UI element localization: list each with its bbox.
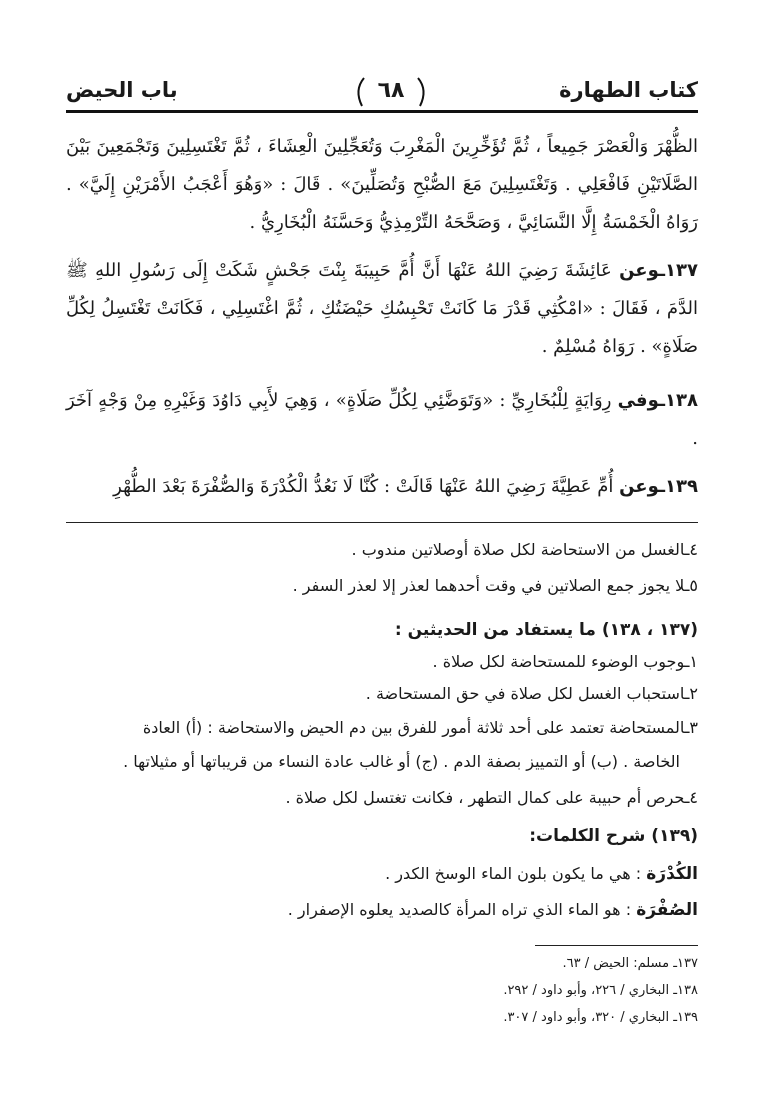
benefits-heading: [66, 620, 698, 640]
hadith-number: ١٣٩ـ: [658, 476, 698, 497]
footnote-rule: [535, 945, 698, 946]
word-def: : هو الماء الذي تراه المرأة كالصديد يعلوه الإصفرار .: [287, 900, 632, 919]
word-definition: [66, 864, 698, 884]
benefits-heading-numbers: (١٣٧ ، ١٣٨): [601, 620, 698, 640]
benefit-item: ٣ـالمستحاضة تعتمد على أحد ثلاثة أمور للفرق بين دم الحيض والاستحاضة : (أ) العادة: [142, 718, 698, 737]
word-def: : هي ما يكون بلون الماء الوسخ الكدر .: [385, 864, 642, 883]
words-heading: [66, 826, 698, 846]
footnote: ١٣٨ـ البخاري / ٢٢٦، وأبو داود / ٢٩٢.: [503, 983, 698, 998]
words-heading-title: شرح الكلمات:: [529, 826, 646, 846]
benefit-item: ٤ـحرص أم حبيبة على كمال التطهر ، فكانت تغتسل لكل صلاة .: [285, 788, 698, 807]
page-number-text: ٦٨: [377, 78, 405, 103]
page-header: [66, 72, 698, 112]
hadith-text: عَائِشَةَ رَضِيَ اللهُ عَنْهَا أَنَّ أُمَّ حَبِيبَةَ بِنْتَ جَحْشٍ شَكَتْ إِلَى رَسُولِ اللهِ ﷺ الدَّمَ ، فَقَالَ : «امْكُثِي قَدْرَ مَا كَانَتْ تَحْبِسُكِ حَيْضَتُكِ ، ثُمَّ اغْتَسِلِي ، فَكَانَتْ تَغْتَسِلُ لِكُلِّ صَلَاةٍ» . رَوَاهُ مُسْلِمٌ .: [66, 260, 698, 357]
hadith-138: [66, 382, 698, 458]
word-term: الكُدْرَة: [646, 864, 698, 884]
page-number: [352, 74, 430, 108]
hadith-lead: وعن: [619, 476, 659, 497]
note-item: ٤ـالغسل من الاستحاضة لكل صلاة أوصلاتين مندوب .: [351, 540, 698, 559]
word-term: الصُفْرَة: [636, 900, 698, 920]
chapter-title: باب الحيض: [66, 78, 178, 102]
word-definition: [66, 900, 698, 920]
benefits-heading-title: ما يستفاد من الحديثين :: [394, 620, 596, 640]
hadith-continuation: [66, 128, 698, 242]
book-title: كتاب الطهارة: [559, 78, 698, 102]
header-rule: [66, 110, 698, 113]
hadith-text: رِوَايَةٍ لِلْبُخَارِيِّ : «وَتَوَضَّئِي لِكُلِّ صَلَاةٍ» ، وَهِيَ لأَبِي دَاوُدَ وَغَيْرِهِ مِنْ وَجْهٍ آخَرَ .: [66, 390, 698, 449]
footnote: ١٣٧ـ مسلم: الحيض / ٦٣.: [562, 956, 698, 971]
hadith-text: أُمِّ عَطِيَّةَ رَضِيَ اللهُ عَنْهَا قَالَتْ : كُنَّا لَا نَعُدُّ الْكُدْرَةَ وَالصُّفْرَةَ بَعْدَ الطُّهْرِ: [113, 476, 620, 497]
hadith-137: [66, 252, 698, 366]
hadith-lead: وعن: [619, 260, 659, 281]
hadith-139: [66, 468, 698, 506]
hadith-number: ١٣٨ـ: [658, 390, 698, 411]
hadith-number: ١٣٧ـ: [658, 260, 698, 281]
section-divider: [66, 522, 698, 523]
words-heading-numbers: (١٣٩): [651, 826, 698, 846]
hadith-lead: وفي: [617, 390, 659, 411]
hadith-text: الظُّهْرَ وَالْعَصْرَ جَمِيعاً ، ثُمَّ تُؤَخِّرِينَ الْمَغْرِبَ وَتُعَجِّلِينَ الْعِشَاءَ ، ثُمَّ تَغْتَسِلِينَ وَتَجْمَعِينَ بَيْنَ الصَّلَاتَيْنِ فَافْعَلِي . وَتَغْتَسِلِينَ مَعَ الصُّبْحِ وَتُصَلِّينَ» . قَالَ : «وَهُوَ أَعْجَبُ الأَمْرَيْنِ إِلَيَّ» . رَوَاهُ الْخَمْسَةُ إِلَّا النَّسَائِيَّ ، وَصَحَّحَهُ التِّرْمِذِيُّ وَحَسَّنَهُ الْبُخَارِيُّ .: [66, 136, 698, 233]
benefit-item-continuation: الخاصة . (ب) أو التمييز بصفة الدم . (ج) أو غالب عادة النساء من قريباتها أو مثيلاتها .: [123, 752, 680, 771]
benefit-item: ٢ـاستحباب الغسل لكل صلاة في حق المستحاضة .: [365, 684, 698, 703]
benefit-item: ١ـوجوب الوضوء للمستحاضة لكل صلاة .: [432, 652, 698, 671]
footnote: ١٣٩ـ البخاري / ٣٢٠، وأبو داود / ٣٠٧.: [503, 1010, 698, 1025]
note-item: ٥ـلا يجوز جمع الصلاتين في وقت أحدهما لعذر إلا لعذر السفر .: [292, 576, 698, 595]
